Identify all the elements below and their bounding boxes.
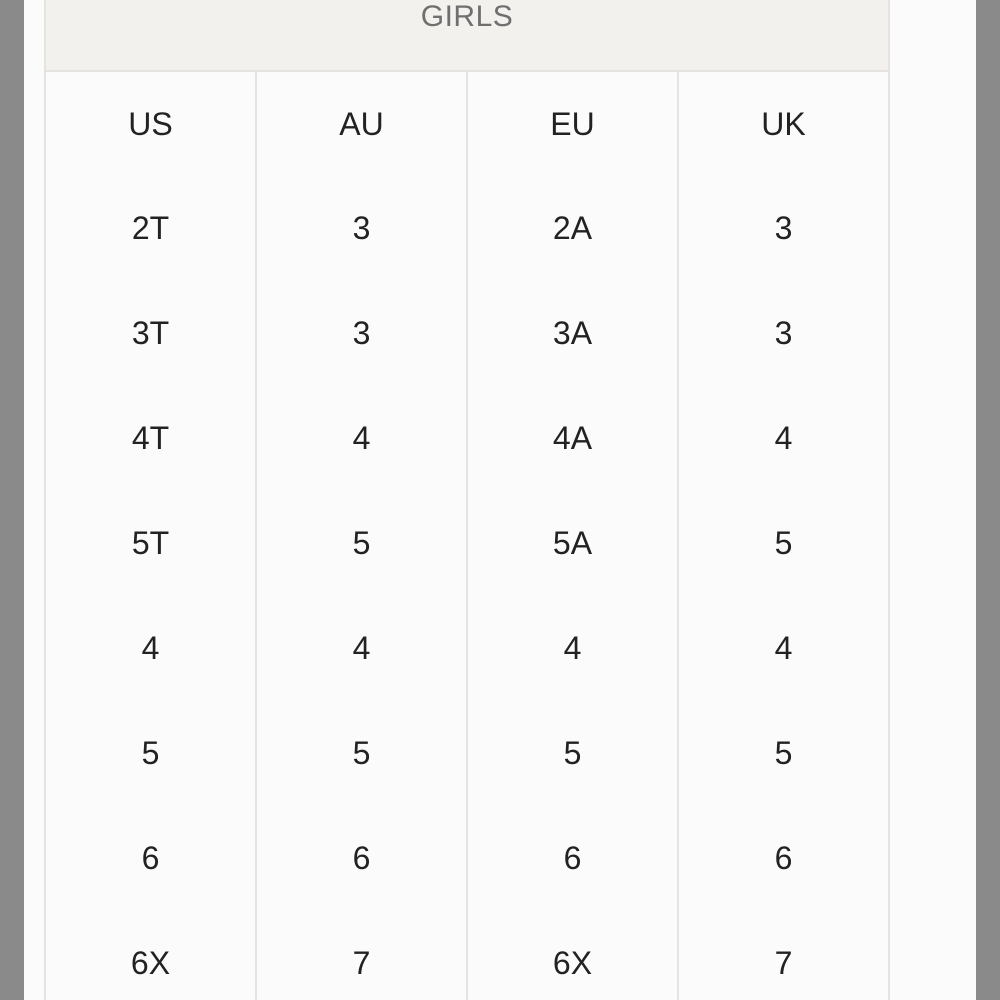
table-cell: 4A — [467, 386, 678, 491]
table-cell: 3T — [45, 281, 256, 386]
table-cell: 5A — [467, 491, 678, 596]
table-cell: 7 — [678, 911, 889, 1000]
table-row — [45, 806, 889, 911]
table-cell: 4 — [256, 596, 467, 701]
table-row — [45, 386, 889, 491]
table-cell: 6 — [467, 806, 678, 911]
table-cell: 3 — [256, 176, 467, 281]
table-cell: 7 — [256, 911, 467, 1000]
table-cell: 4 — [45, 596, 256, 701]
table-cell: 2T — [45, 176, 256, 281]
table-cell: 3 — [678, 176, 889, 281]
table-cell: 6 — [45, 806, 256, 911]
table-cell: 3A — [467, 281, 678, 386]
table-cell: 3 — [256, 281, 467, 386]
table-cell: 5 — [467, 701, 678, 806]
column-header-uk: UK — [678, 71, 889, 176]
table-cell: 5 — [256, 701, 467, 806]
table-cell: 4 — [678, 596, 889, 701]
table-row — [45, 596, 889, 701]
table-cell: 4 — [467, 596, 678, 701]
table-cell: 4 — [678, 386, 889, 491]
table-cell: 5 — [256, 491, 467, 596]
column-header-row — [45, 71, 889, 176]
table-cell: 6 — [678, 806, 889, 911]
table-cell: 5T — [45, 491, 256, 596]
table-cell: 6X — [467, 911, 678, 1000]
table-title: GIRLS — [420, 0, 514, 33]
table-cell: 5 — [678, 491, 889, 596]
table-cell: 6 — [256, 806, 467, 911]
column-header-eu: EU — [467, 71, 678, 176]
size-chart-screen — [24, 0, 976, 1000]
table-row — [45, 176, 889, 281]
table-title-row — [45, 0, 889, 71]
size-chart-table — [44, 0, 890, 1000]
column-header-au: AU — [256, 71, 467, 176]
table-title-cell — [45, 0, 889, 71]
table-row — [45, 701, 889, 806]
table-cell: 4 — [256, 386, 467, 491]
table-row — [45, 911, 889, 1000]
table-row — [45, 281, 889, 386]
table-row — [45, 491, 889, 596]
table-cell: 5 — [45, 701, 256, 806]
column-header-us: US — [45, 71, 256, 176]
table-cell: 2A — [467, 176, 678, 281]
table-cell: 5 — [678, 701, 889, 806]
table-cell: 4T — [45, 386, 256, 491]
table-cell: 3 — [678, 281, 889, 386]
table-cell: 6X — [45, 911, 256, 1000]
